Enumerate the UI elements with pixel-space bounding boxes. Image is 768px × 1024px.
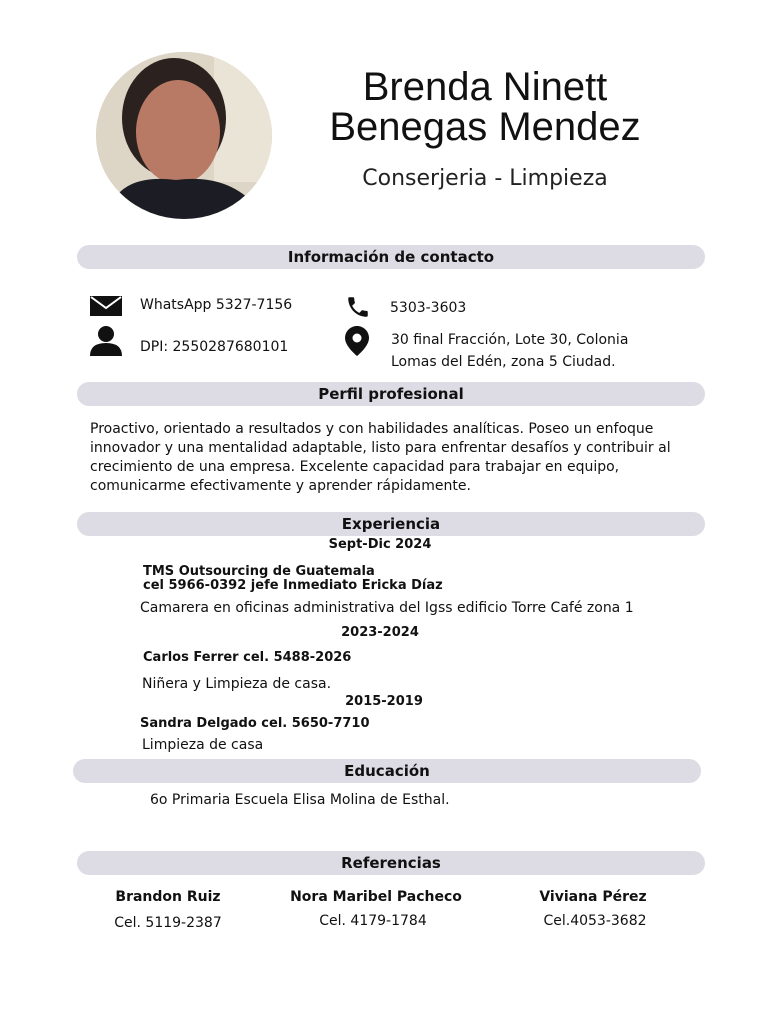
address-line-2: Lomas del Edén, zona 5 Ciudad. — [391, 354, 616, 370]
dpi-number: DPI: 2550287680101 — [140, 339, 289, 355]
whatsapp-number: WhatsApp 5327-7156 — [140, 297, 293, 313]
name-line-2: Benegas Mendez — [329, 105, 641, 149]
section-title-experience: Experiencia — [77, 512, 705, 536]
reference-phone: Cel. 5119-2387 — [114, 915, 222, 931]
phone-number: 5303-3603 — [390, 300, 467, 316]
location-pin-icon — [345, 326, 369, 360]
job-employer-contact: cel 5966-0392 jefe Inmediato Ericka Díaz — [143, 578, 443, 593]
user-icon — [90, 326, 122, 360]
education-item: 6o Primaria Escuela Elisa Molina de Esthal. — [150, 792, 450, 808]
job-role: Conserjeria - Limpieza — [362, 166, 608, 191]
profile-line: comunicarme efectivamente y aprender rápidamente. — [90, 478, 471, 494]
address-line-1: 30 final Fracción, Lote 30, Colonia — [391, 332, 629, 348]
reference-phone: Cel. 4179-1784 — [319, 913, 427, 929]
job-employer: Carlos Ferrer cel. 5488-2026 — [143, 650, 352, 665]
name-line-1: Brenda Ninett — [362, 65, 608, 109]
profile-line: innovador y una mentalidad adaptable, listo para enfrentar desafíos y contribuir al — [90, 440, 671, 456]
reference-name: Brandon Ruiz — [115, 889, 221, 905]
profile-line: crecimiento de una empresa. Excelente capacidad para trabajar en equipo, — [90, 459, 620, 475]
section-title-contact: Información de contacto — [77, 245, 705, 269]
section-title-references: Referencias — [77, 851, 705, 875]
reference-name: Nora Maribel Pacheco — [290, 889, 462, 905]
job-description: Limpieza de casa — [142, 737, 264, 753]
job-period: 2023-2024 — [341, 625, 419, 640]
reference-phone: Cel.4053-3682 — [543, 913, 647, 929]
phone-icon — [345, 294, 371, 324]
mail-icon — [90, 296, 122, 320]
profile-line: Proactivo, orientado a resultados y con habilidades analíticas. Poseo un enfoque — [90, 421, 654, 437]
profile-photo — [96, 52, 272, 219]
job-description: Camarera en oficinas administrativa del Igss edificio Torre Café zona 1 — [140, 600, 634, 616]
job-employer: TMS Outsourcing de Guatemala — [143, 564, 375, 579]
section-title-profile: Perfil profesional — [77, 382, 705, 406]
section-title-education: Educación — [73, 759, 701, 783]
job-employer: Sandra Delgado cel. 5650-7710 — [140, 716, 370, 731]
job-period: Sept-Dic 2024 — [328, 537, 432, 552]
job-period: 2015-2019 — [345, 694, 423, 709]
job-description: Niñera y Limpieza de casa. — [142, 676, 332, 692]
reference-name: Viviana Pérez — [539, 889, 647, 905]
profile-summary — [90, 420, 671, 496]
